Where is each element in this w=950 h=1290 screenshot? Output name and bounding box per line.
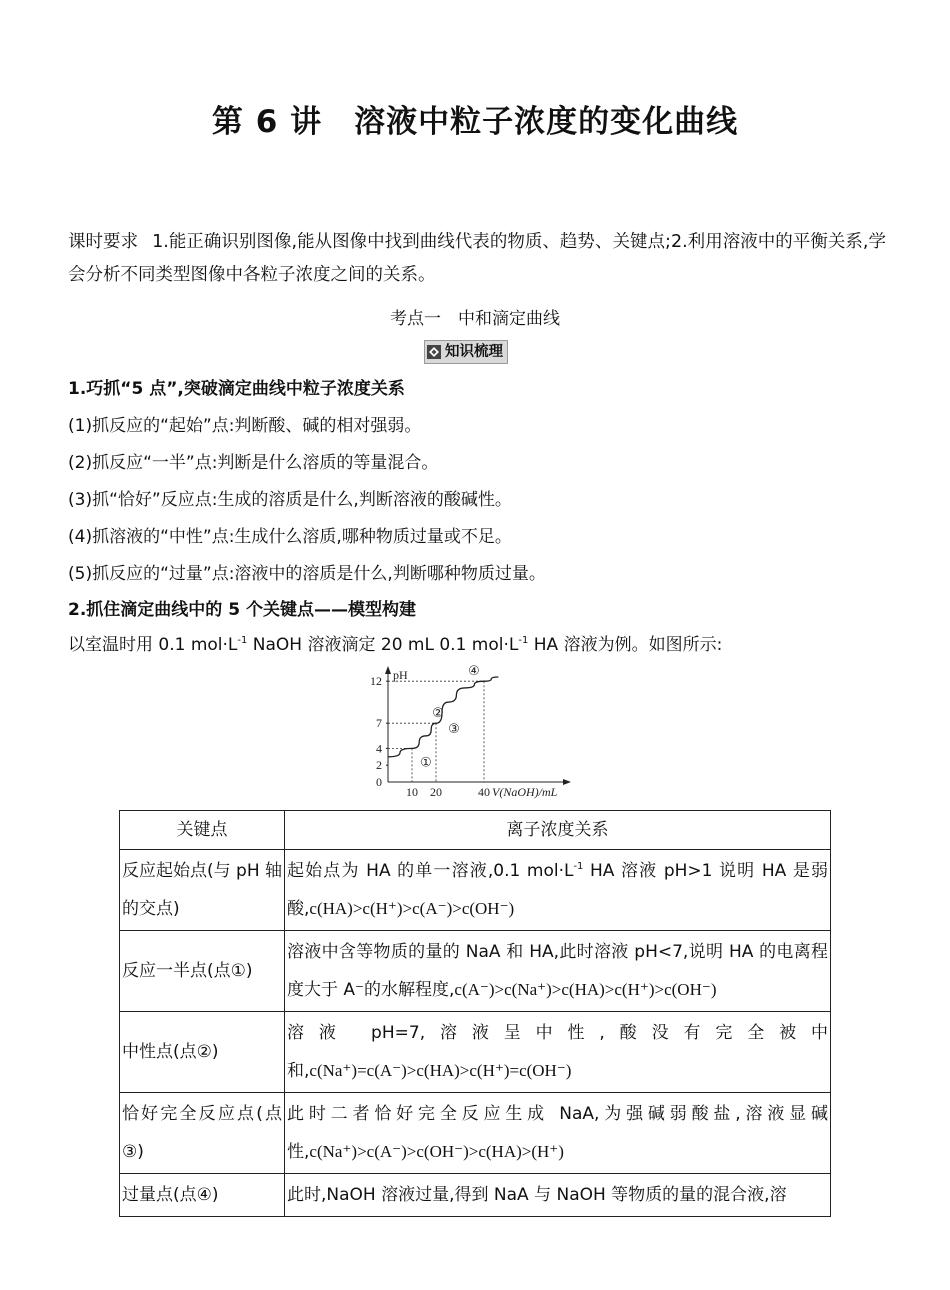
x-tick-label: 10 bbox=[406, 785, 418, 799]
table-row bbox=[120, 931, 831, 1012]
point-label: ③ bbox=[448, 722, 460, 738]
table-cell-relation bbox=[285, 1093, 831, 1174]
y-tick-label: 2 bbox=[376, 758, 382, 773]
table-row bbox=[120, 1012, 831, 1093]
y-tick-label: 4 bbox=[376, 741, 382, 756]
intro-sup: -1 bbox=[237, 635, 248, 646]
relation-text: HA 溶液 pH>1 说明 HA 是弱酸, bbox=[287, 861, 828, 919]
table-cell-key: 中性点(点②) bbox=[120, 1012, 285, 1093]
relation-text: 此时二者恰好完全反应生成 NaA,为强碱弱酸盐,溶液显碱性, bbox=[287, 1104, 828, 1162]
table-header-row bbox=[120, 811, 831, 850]
point-label: ② bbox=[432, 706, 444, 722]
table-header: 关键点 bbox=[120, 811, 285, 850]
table-cell-key: 反应一半点(点①) bbox=[120, 931, 285, 1012]
knowledge-badge bbox=[424, 340, 508, 364]
point2-intro bbox=[68, 630, 898, 655]
relation-formula: c(Na⁺)=c(A⁻)>c(HA)>c(H⁺)=c(OH⁻) bbox=[309, 1061, 572, 1080]
relation-text: 起始点为 HA 的单一溶液,0.1 mol·L bbox=[287, 861, 574, 881]
requirement-text: 1.能正确识别图像,能从图像中找到曲线代表的物质、趋势、关键点;2.利用溶液中的平衡关系,学会分析不同类型图像中各粒子浓度之间的关系。 bbox=[68, 232, 886, 285]
point1-item: (2)抓反应“一半”点:判断是什么溶质的等量混合。 bbox=[68, 453, 439, 473]
table-header: 离子浓度关系 bbox=[285, 811, 831, 850]
table-cell-relation bbox=[285, 850, 831, 931]
y-tick-label: 7 bbox=[376, 716, 382, 731]
relation-text: 溶液 pH=7,溶液呈中性,酸没有完全被中和, bbox=[287, 1023, 828, 1081]
point2-heading: 2.抓住滴定曲线中的 5 个关键点——模型构建 bbox=[68, 600, 416, 620]
table-cell-relation bbox=[285, 1012, 831, 1093]
x-axis-arrow bbox=[563, 779, 571, 785]
y-axis-label: pH bbox=[393, 668, 408, 682]
relation-formula: c(A⁻)>c(Na⁺)>c(HA)>c(H⁺)>c(OH⁻) bbox=[454, 980, 717, 999]
table-cell-key: 过量点(点④) bbox=[120, 1174, 285, 1217]
table-row bbox=[120, 1174, 831, 1217]
point1-heading: 1.巧抓“5 点”,突破滴定曲线中粒子浓度关系 bbox=[68, 379, 405, 399]
badge-label: 知识梳理 bbox=[445, 344, 503, 360]
x-axis-label: V(NaOH)/mL bbox=[492, 785, 558, 799]
relation-formula: c(Na⁺)>c(A⁻)>c(OH⁻)>c(HA)>(H⁺) bbox=[309, 1142, 564, 1161]
y-tick-label: 12 bbox=[370, 674, 382, 689]
key-point-table bbox=[119, 810, 831, 1217]
relation-formula: c(HA)>c(H⁺)>c(A⁻)>c(OH⁻) bbox=[309, 899, 515, 918]
requirement-label: 课时要求 bbox=[68, 232, 139, 252]
relation-sup: -1 bbox=[573, 861, 584, 872]
x-tick-label: 40 bbox=[478, 785, 490, 799]
table-cell-key: 反应起始点(与 pH 轴的交点) bbox=[120, 850, 285, 931]
x-tick-label: 20 bbox=[430, 785, 442, 799]
table-row bbox=[120, 850, 831, 931]
intro-sup: -1 bbox=[518, 635, 529, 646]
table-cell-relation bbox=[285, 931, 831, 1012]
lesson-requirement bbox=[68, 226, 886, 292]
point-label: ④ bbox=[468, 664, 480, 680]
diamond-icon bbox=[427, 345, 441, 359]
intro-text: NaOH 溶液滴定 20 mL 0.1 mol·L bbox=[247, 635, 519, 655]
page-title: 第 6 讲 溶液中粒子浓度的变化曲线 bbox=[211, 104, 739, 140]
point-label: ① bbox=[420, 755, 432, 771]
point1-item: (5)抓反应的“过量”点:溶液中的溶质是什么,判断哪种物质过量。 bbox=[68, 564, 546, 584]
relation-text: 此时,NaOH 溶液过量,得到 NaA 与 NaOH 等物质的量的混合液,溶 bbox=[287, 1185, 787, 1205]
table-cell-key: 恰好完全反应点(点③) bbox=[120, 1093, 285, 1174]
y-axis-arrow bbox=[385, 666, 391, 674]
intro-text: 以室温时用 0.1 mol·L bbox=[68, 635, 238, 655]
y-tick-label: 0 bbox=[376, 775, 382, 789]
table-cell-relation bbox=[285, 1174, 831, 1217]
point1-item: (3)抓“恰好”反应点:生成的溶质是什么,判断溶液的酸碱性。 bbox=[68, 490, 512, 510]
titration-chart bbox=[362, 662, 592, 800]
point1-item: (4)抓溶液的“中性”点:生成什么溶质,哪种物质过量或不足。 bbox=[68, 527, 512, 547]
table-row bbox=[120, 1093, 831, 1174]
section-title: 考点一 中和滴定曲线 bbox=[390, 309, 560, 329]
point1-item: (1)抓反应的“起始”点:判断酸、碱的相对强弱。 bbox=[68, 416, 422, 436]
intro-text: HA 溶液为例。如图所示: bbox=[528, 635, 723, 655]
relation-text: 溶液中含等物质的量的 NaA 和 HA,此时溶液 pH<7,说明 HA 的电离程度大于 A⁻的水解程度, bbox=[287, 942, 828, 1000]
